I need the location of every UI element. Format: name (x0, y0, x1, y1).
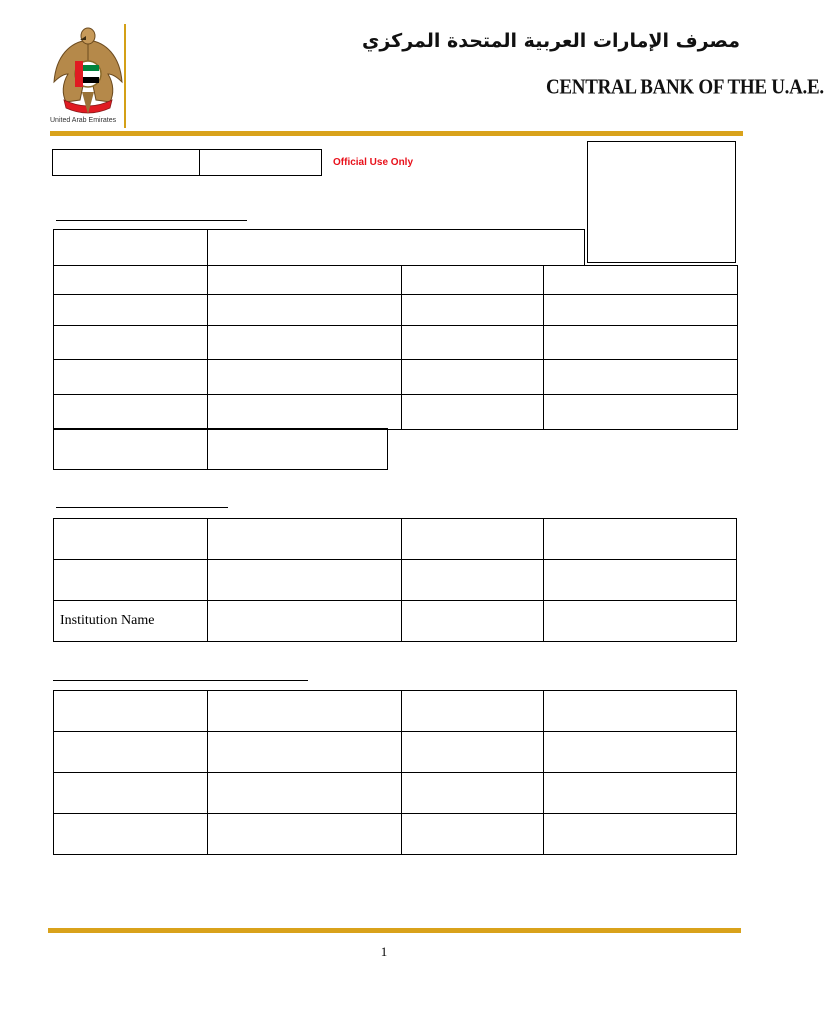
s3-r2-field2[interactable] (544, 732, 737, 773)
section-1-table (53, 265, 738, 430)
s1-r3-field[interactable] (208, 326, 402, 360)
s1-r3-label (54, 326, 208, 360)
s3-r3-field[interactable] (208, 773, 402, 814)
section-2-table (53, 518, 737, 642)
s3-r2-label (54, 732, 208, 773)
s3-r2-label2 (402, 732, 544, 773)
s2-r3-field2[interactable] (544, 601, 737, 642)
s1-r5-field[interactable] (208, 395, 402, 430)
official-use-cell-2[interactable] (200, 150, 322, 176)
s2-r1-label (54, 519, 208, 560)
bank-name-arabic: مصرف الإمارات العربية المتحدة المركزي (361, 30, 740, 52)
s1-r2-field2[interactable] (544, 295, 738, 326)
page-number: 1 (380, 944, 388, 959)
s1-r6-label (54, 429, 208, 470)
s1-r4-field2[interactable] (544, 360, 738, 395)
section-2-title-underline (56, 507, 228, 508)
official-use-boxes (52, 149, 322, 176)
header-divider (124, 24, 126, 128)
s1-r6-field[interactable] (208, 429, 388, 470)
s1-r4-label2 (402, 360, 544, 395)
s3-r1-label2 (402, 691, 544, 732)
s3-r1-label (54, 691, 208, 732)
s3-r4-field2[interactable] (544, 814, 737, 855)
section-1-last-row (53, 428, 388, 470)
photo-box[interactable] (587, 141, 736, 263)
s1-r3-label2 (402, 326, 544, 360)
s2-r1-field2[interactable] (544, 519, 737, 560)
section-3-table (53, 690, 737, 855)
s3-r1-field[interactable] (208, 691, 402, 732)
section-1-top-table (53, 229, 585, 266)
bank-name-english: CENTRAL BANK OF THE U.A.E. (546, 75, 824, 99)
header-gold-bar (50, 131, 743, 136)
s1-r3-field2[interactable] (544, 326, 738, 360)
s1-r5-label (54, 395, 208, 430)
section-1-label-cell (54, 230, 208, 266)
s1-r1-field[interactable] (208, 266, 402, 295)
s2-r2-label (54, 560, 208, 601)
s1-r1-label2 (402, 266, 544, 295)
s3-r3-label2 (402, 773, 544, 814)
uae-falcon-emblem-icon (50, 22, 126, 128)
s2-r1-label2 (402, 519, 544, 560)
s1-r1-label (54, 266, 208, 295)
section-3-title-underline (53, 680, 308, 681)
s1-r2-field[interactable] (208, 295, 402, 326)
s3-r4-field[interactable] (208, 814, 402, 855)
s3-r4-label2 (402, 814, 544, 855)
s1-r5-label2 (402, 395, 544, 430)
s2-r3-label2 (402, 601, 544, 642)
s3-r1-field2[interactable] (544, 691, 737, 732)
s1-r1-field2[interactable] (544, 266, 738, 295)
s1-r4-field[interactable] (208, 360, 402, 395)
s2-r2-field2[interactable] (544, 560, 737, 601)
emblem-caption: United Arab Emirates (50, 117, 117, 124)
s1-r2-label (54, 295, 208, 326)
s2-r2-field[interactable] (208, 560, 402, 601)
s1-r2-label2 (402, 295, 544, 326)
s3-r3-label (54, 773, 208, 814)
s2-r2-label2 (402, 560, 544, 601)
s3-r4-label (54, 814, 208, 855)
s1-r5-field2[interactable] (544, 395, 738, 430)
institution-name-field[interactable] (208, 601, 402, 642)
s2-r1-field[interactable] (208, 519, 402, 560)
s1-r4-label (54, 360, 208, 395)
official-use-label: Official Use Only (333, 157, 414, 168)
footer-gold-bar (48, 928, 741, 933)
institution-name-label: Institution Name (54, 601, 208, 642)
official-use-cell-1[interactable] (53, 150, 200, 176)
section-1-title-underline (56, 220, 247, 221)
s3-r2-field[interactable] (208, 732, 402, 773)
section-1-wide-field[interactable] (208, 230, 585, 266)
s3-r3-field2[interactable] (544, 773, 737, 814)
